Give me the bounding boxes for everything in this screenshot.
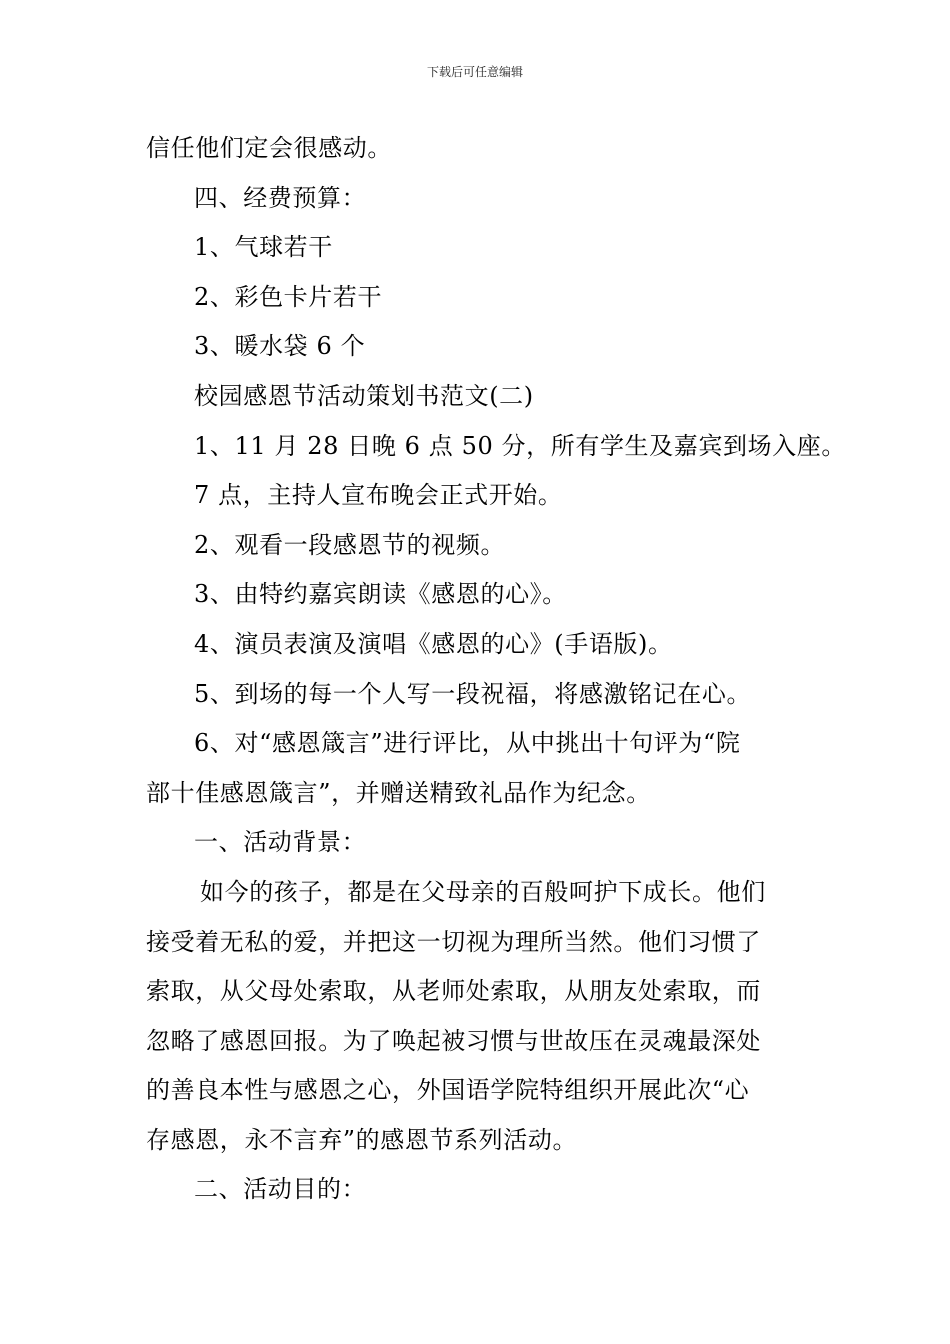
text-line: 部十佳感恩箴言”，并赠送精致礼品作为纪念。 [146,778,651,807]
list-item: 1、气球若干 [194,233,333,262]
page-header-note: 下载后可任意编辑 [426,65,523,79]
section-heading-background: 一、活动背景： [194,828,367,857]
paragraph-line: 忽略了感恩回报。为了唤起被习惯与世故压在灵魂最深处 [146,1026,761,1055]
list-item: 3、暖水袋 6 个 [194,332,366,361]
list-item: 2、彩色卡片若干 [194,282,383,311]
paragraph-line: 的善良本性与感恩之心，外国语学院特组织开展此次“心 [146,1076,750,1105]
section-heading-purpose: 二、活动目的： [194,1175,367,1204]
document-body [146,124,846,1215]
paragraph-line: 如今的孩子，都是在父母亲的百般呵护下成长。他们 [200,877,766,906]
text-line: 7 点，主持人宣布晚会正式开始。 [194,481,563,510]
document-subtitle: 校园感恩节活动策划书范文(二) [194,381,534,410]
list-item: 6、对“感恩箴言”进行评比，从中挑出十句评为“院 [194,729,741,758]
paragraph-line: 索取，从父母处索取，从老师处索取，从朋友处索取，而 [146,977,761,1006]
text-line: 信任他们定会很感动。 [146,134,392,162]
list-item: 2、观看一段感恩节的视频。 [194,530,506,559]
list-item: 5、到场的每一个人写一段祝福，将感激铭记在心。 [194,679,752,708]
paragraph-line: 存感恩，永不言弃”的感恩节系列活动。 [146,1125,578,1154]
list-item: 3、由特约嘉宾朗读《感恩的心》。 [194,580,567,609]
list-item: 1、11 月 28 日晚 6 点 50 分，所有学生及嘉宾到场入座。 [194,431,846,460]
section-heading-budget: 四、经费预算： [194,183,367,212]
list-item: 4、演员表演及演唱《感恩的心》(手语版)。 [194,629,673,658]
paragraph-line: 接受着无私的爱，并把这一切视为理所当然。他们习惯了 [146,927,761,956]
